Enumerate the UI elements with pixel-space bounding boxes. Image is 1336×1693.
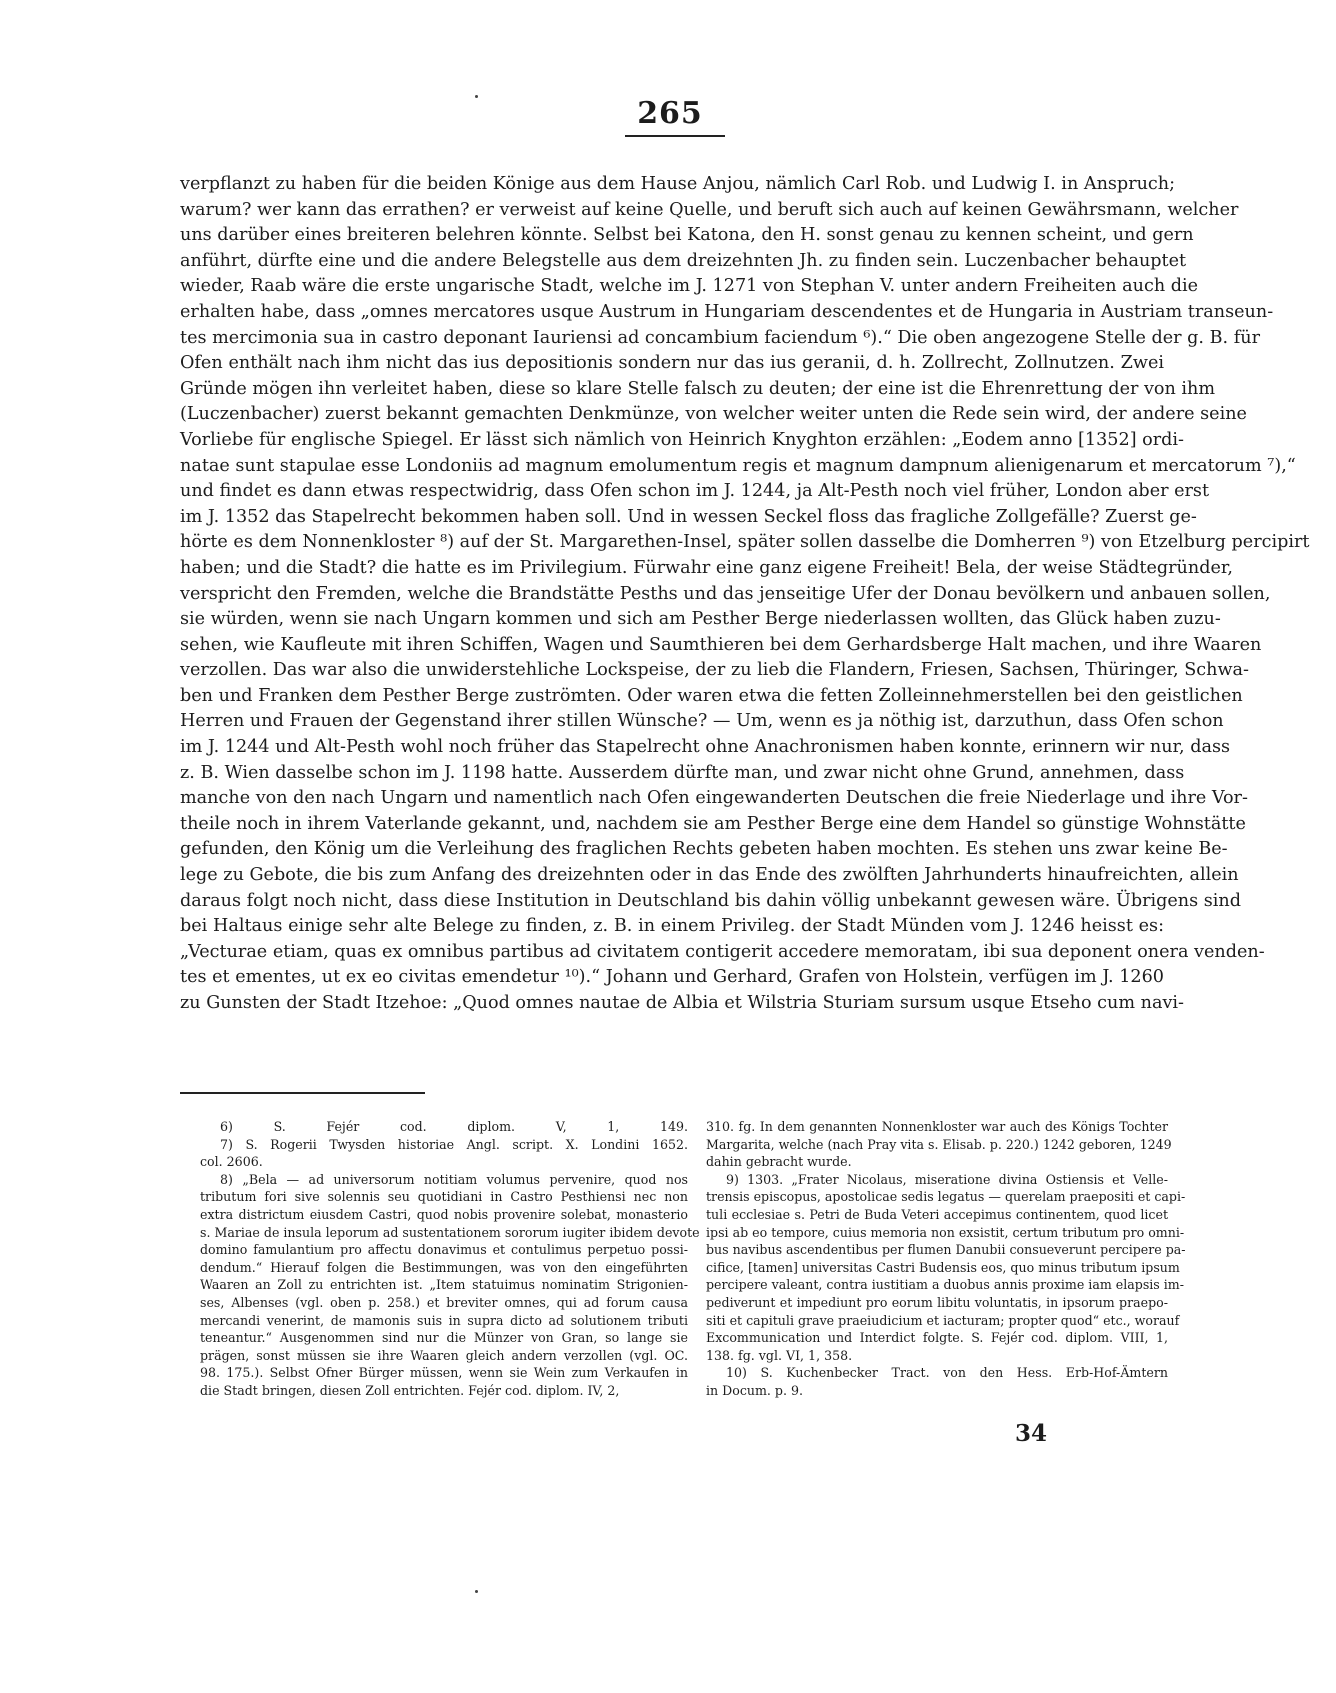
footnote-line: trensis episcopus, apostolicae sedis legatus — querelam praepositi et capi- — [706, 1189, 1186, 1205]
body-line: Herren und Frauen der Gegenstand ihrer stillen Wünsche? — Um, wenn es ja nöthig ist, darzuthun, dass Ofen schon — [180, 711, 1224, 732]
body-line: Ofen enthält nach ihm nicht das ius depositionis sondern nur das ius geranii, d. h. Zollrecht, Zollnutzen. Zwei — [180, 353, 1164, 374]
footnote-line: Margarita, welche (nach Pray vita s. Elisab. p. 220.) 1242 geboren, 1249 — [706, 1136, 1172, 1152]
footnote-line: 98. 175.). Selbst Ofner Bürger müssen, wenn sie Wein zum Verkaufen in — [200, 1365, 688, 1381]
footnote-line: 7) S. Rogerii Twysden historiae Angl. script. X. Londini 1652. — [220, 1136, 688, 1152]
body-line: ben und Franken dem Pesther Berge zuströmten. Oder waren etwa die fetten Zolleinnehmerstellen bei den geistlichen — [180, 685, 1243, 706]
body-line: warum? wer kann das errathen? er verweist auf keine Quelle, und beruft sich auch auf keinen Gewährsmann, welcher — [180, 199, 1239, 220]
footnote-line: die Stadt bringen, diesen Zoll entrichten. Fejér cod. diplom. IV, 2, — [200, 1382, 620, 1398]
footnote-line: extra districtum eiusdem Castri, quod nobis provenire solebat, monasterio — [200, 1206, 688, 1222]
footnote-line: 8) „Bela — ad universorum notitiam volumus pervenire, quod nos — [220, 1171, 688, 1187]
body-line: erhalten habe, dass „omnes mercatores usque Austrum in Hungariam descendentes et de Hungaria in Austriam transeun- — [180, 301, 1274, 322]
body-line: Vorliebe für englische Spiegel. Er lässt sich nämlich von Heinrich Knyghton erzählen: „Eodem anno [1352] ordi- — [180, 429, 1184, 450]
body-line: uns darüber eines breiteren belehren könnte. Selbst bei Katona, den H. sonst genau zu kennen scheint, und gern — [180, 225, 1194, 246]
footnote-line: 6) S. Fejér cod. diplom. V, 1, 149. — [220, 1119, 688, 1134]
body-line: hörte es dem Nonnenkloster ⁸) auf der St. Margarethen-Insel, später sollen dasselbe die Domherren ⁹) von Etzelburg percipirt — [180, 532, 1310, 553]
body-line: anführt, dürfte eine und die andere Belegstelle aus dem dreizehnten Jh. zu finden sein. Luczenbacher behauptet — [180, 250, 1187, 271]
footnote-line: Excommunication und Interdict folgte. S. Fejér cod. diplom. VIII, 1, — [706, 1330, 1168, 1346]
speck-bottom — [475, 1590, 478, 1593]
body-line: im J. 1352 das Stapelrecht bekommen haben soll. Und in wessen Seckel floss das fragliche Zollgefälle? Zuerst ge- — [180, 506, 1197, 527]
body-line: tes et ementes, ut ex eo civitas emendetur ¹⁰).“ Johann und Gerhard, Grafen von Holstein, verfügen im J. 1260 — [180, 967, 1164, 988]
page-number-rule — [625, 135, 725, 137]
footnote-line: Waaren an Zoll zu entrichten ist. „Item statuimus nominatim Strigonien- — [200, 1277, 688, 1293]
signature-mark: 34 — [1015, 1420, 1048, 1447]
body-line: (Luczenbacher) zuerst bekannt gemachten Denkmünze, von welcher weiter unten die Rede sein wird, der andere seine — [180, 404, 1247, 425]
footnote-line: teneantur.“ Ausgenommen sind nur die Münzer von Gran, so lange sie — [200, 1330, 688, 1346]
footnote-line: tributum fori sive solennis seu quotidiani in Castro Pesthiensi nec non — [200, 1189, 688, 1205]
body-line: manche von den nach Ungarn und namentlich nach Ofen eingewanderten Deutschen die freie Niederlage und ihre Vor- — [180, 788, 1248, 809]
body-line: sehen, wie Kaufleute mit ihren Schiffen, Wagen und Saumthieren bei dem Gerhardsberge Halt machen, und ihre Waaren — [180, 634, 1262, 655]
body-line: und findet es dann etwas respectwidrig, dass Ofen schon im J. 1244, ja Alt-Pesth noch viel früher, London aber erst — [180, 481, 1210, 502]
body-line: „Vecturae etiam, quas ex omnibus partibus ad civitatem contigerit accedere memoratam, ibi sua deponent onera venden- — [180, 941, 1265, 962]
body-line: verzollen. Das war also die unwiderstehliche Lockspeise, der zu lieb die Flandern, Friesen, Sachsen, Thüringer, Schwa- — [180, 660, 1249, 681]
footnote-line: percipere valeant, contra iustitiam a duobus annis proxime iam elapsis im- — [706, 1277, 1185, 1293]
body-line: im J. 1244 und Alt-Pesth wohl noch früher das Stapelrecht ohne Anachronismen haben konnte, erinnern wir nur, dass — [180, 737, 1231, 758]
footnote-line: col. 2606. — [200, 1154, 263, 1170]
footnote-line: ipsi ab eo tempore, cuius memoria non exsistit, certum tributum pro omni- — [706, 1224, 1185, 1240]
main-text — [180, 172, 1310, 1017]
body-line: verpflanzt zu haben für die beiden Könige aus dem Hause Anjou, nämlich Carl Rob. und Ludwig I. in Anspruch; — [180, 174, 1176, 194]
footnote-rule — [180, 1092, 425, 1094]
footnotes-left-column — [200, 1118, 700, 1400]
footnote-line: 10) S. Kuchenbecker Tract. von den Hess. Erb-Hof-Ämtern — [726, 1365, 1168, 1381]
footnote-line: tuli ecclesiae s. Petri de Buda Veteri accepimus continentem, quod licet — [706, 1206, 1168, 1222]
footnote-line: 138. fg. vgl. VI, 1, 358. — [706, 1347, 853, 1363]
footnote-line: siti et capituli grave praeiudicium et iacturam; propter quod“ etc., worauf — [706, 1312, 1180, 1328]
footnote-line: pediverunt et impediunt pro eorum libitu voluntatis, in ipsorum praepo- — [706, 1294, 1168, 1310]
body-line: z. B. Wien dasselbe schon im J. 1198 hatte. Ausserdem dürfte man, und zwar nicht ohne Grund, annehmen, dass — [180, 762, 1185, 783]
footnotes-right-column — [706, 1118, 1186, 1400]
footnote-line: domino famulantium pro affectu donavimus et contulimus perpetuo possi- — [200, 1242, 688, 1258]
footnote-line: dahin gebracht wurde. — [706, 1154, 852, 1170]
body-line: haben; und die Stadt? die hatte es im Privilegium. Fürwahr eine ganz eigene Freiheit! Bela, der weise Städtegründer, — [180, 557, 1233, 578]
footnote-line: 310. fg. In dem genannten Nonnenkloster war auch des Königs Tochter — [706, 1119, 1168, 1134]
body-line: lege zu Gebote, die bis zum Anfang des dreizehnten oder in das Ende des zwölften Jahrhunderts hinaufreichten, allein — [180, 865, 1239, 886]
body-line: sie würden, wenn sie nach Ungarn kommen und sich am Pesther Berge niederlassen wollten, das Glück haben zuzu- — [180, 609, 1221, 630]
body-line: gefunden, den König um die Verleihung des fraglichen Rechts gebeten haben mochten. Es stehen uns zwar keine Be- — [180, 839, 1228, 860]
footnote-line: ses, Albenses (vgl. oben p. 258.) et breviter omnes, qui ad forum causa — [200, 1294, 688, 1310]
body-line: wieder, Raab wäre die erste ungarische Stadt, welche im J. 1271 von Stephan V. unter andern Freiheiten auch die — [180, 276, 1199, 297]
speck-top — [475, 95, 478, 98]
body-line: bei Haltaus einige sehr alte Belege zu finden, z. B. in einem Privileg. der Stadt Münden vom J. 1246 heisst es: — [180, 916, 1164, 937]
footnote-line: prägen, sonst müssen sie ihre Waaren gleich andern verzollen (vgl. OC. — [200, 1347, 688, 1363]
body-line: verspricht den Fremden, welche die Brandstätte Pesths und das jenseitige Ufer der Donau bevölkern und anbauen sollen, — [180, 583, 1271, 604]
page-number: 265 — [637, 96, 703, 131]
footnote-line: 9) 1303. „Frater Nicolaus, miseratione divina Ostiensis et Velle- — [726, 1171, 1168, 1187]
body-line: natae sunt stapulae esse Londoniis ad magnum emolumentum regis et magnum dampnum alienigenarum et mercatorum ⁷),“ — [180, 455, 1296, 476]
body-line: tes mercimonia sua in castro deponant Iauriensi ad concambium faciendum ⁶).“ Die oben angezogene Stelle der g. B. für — [180, 327, 1260, 348]
body-line: zu Gunsten der Stadt Itzehoe: „Quod omnes nautae de Albia et Wilstria Sturiam sursum usque Etseho cum navi- — [180, 993, 1184, 1013]
body-line: Gründe mögen ihn verleitet haben, diese so klare Stelle falsch zu deuten; der eine ist die Ehrenrettung der von ihm — [180, 378, 1216, 399]
footnote-line: cifice, [tamen] universitas Castri Budensis eos, quo minus tributum ipsum — [706, 1259, 1180, 1275]
footnote-line: s. Mariae de insula leporum ad sustentationem sororum iugiter ibidem devote — [200, 1224, 700, 1240]
footnote-line: mercandi venerint, de mamonis suis in supra dicto ad solutionem tributi — [200, 1312, 688, 1328]
footnote-line: dendum.“ Hierauf folgen die Bestimmungen, was von den eingeführten — [200, 1259, 688, 1275]
footnote-line: bus navibus ascendentibus per flumen Danubii consueverunt percipere pa- — [706, 1242, 1186, 1258]
body-line: theile noch in ihrem Vaterlande gekannt, und, nachdem sie am Pesther Berge eine dem Handel so günstige Wohnstätte — [180, 813, 1246, 834]
footnote-line: in Docum. p. 9. — [706, 1382, 804, 1398]
body-line: daraus folgt noch nicht, dass diese Institution in Deutschland bis dahin völlig unbekannt gewesen wäre. Übrigens sind — [180, 890, 1241, 911]
